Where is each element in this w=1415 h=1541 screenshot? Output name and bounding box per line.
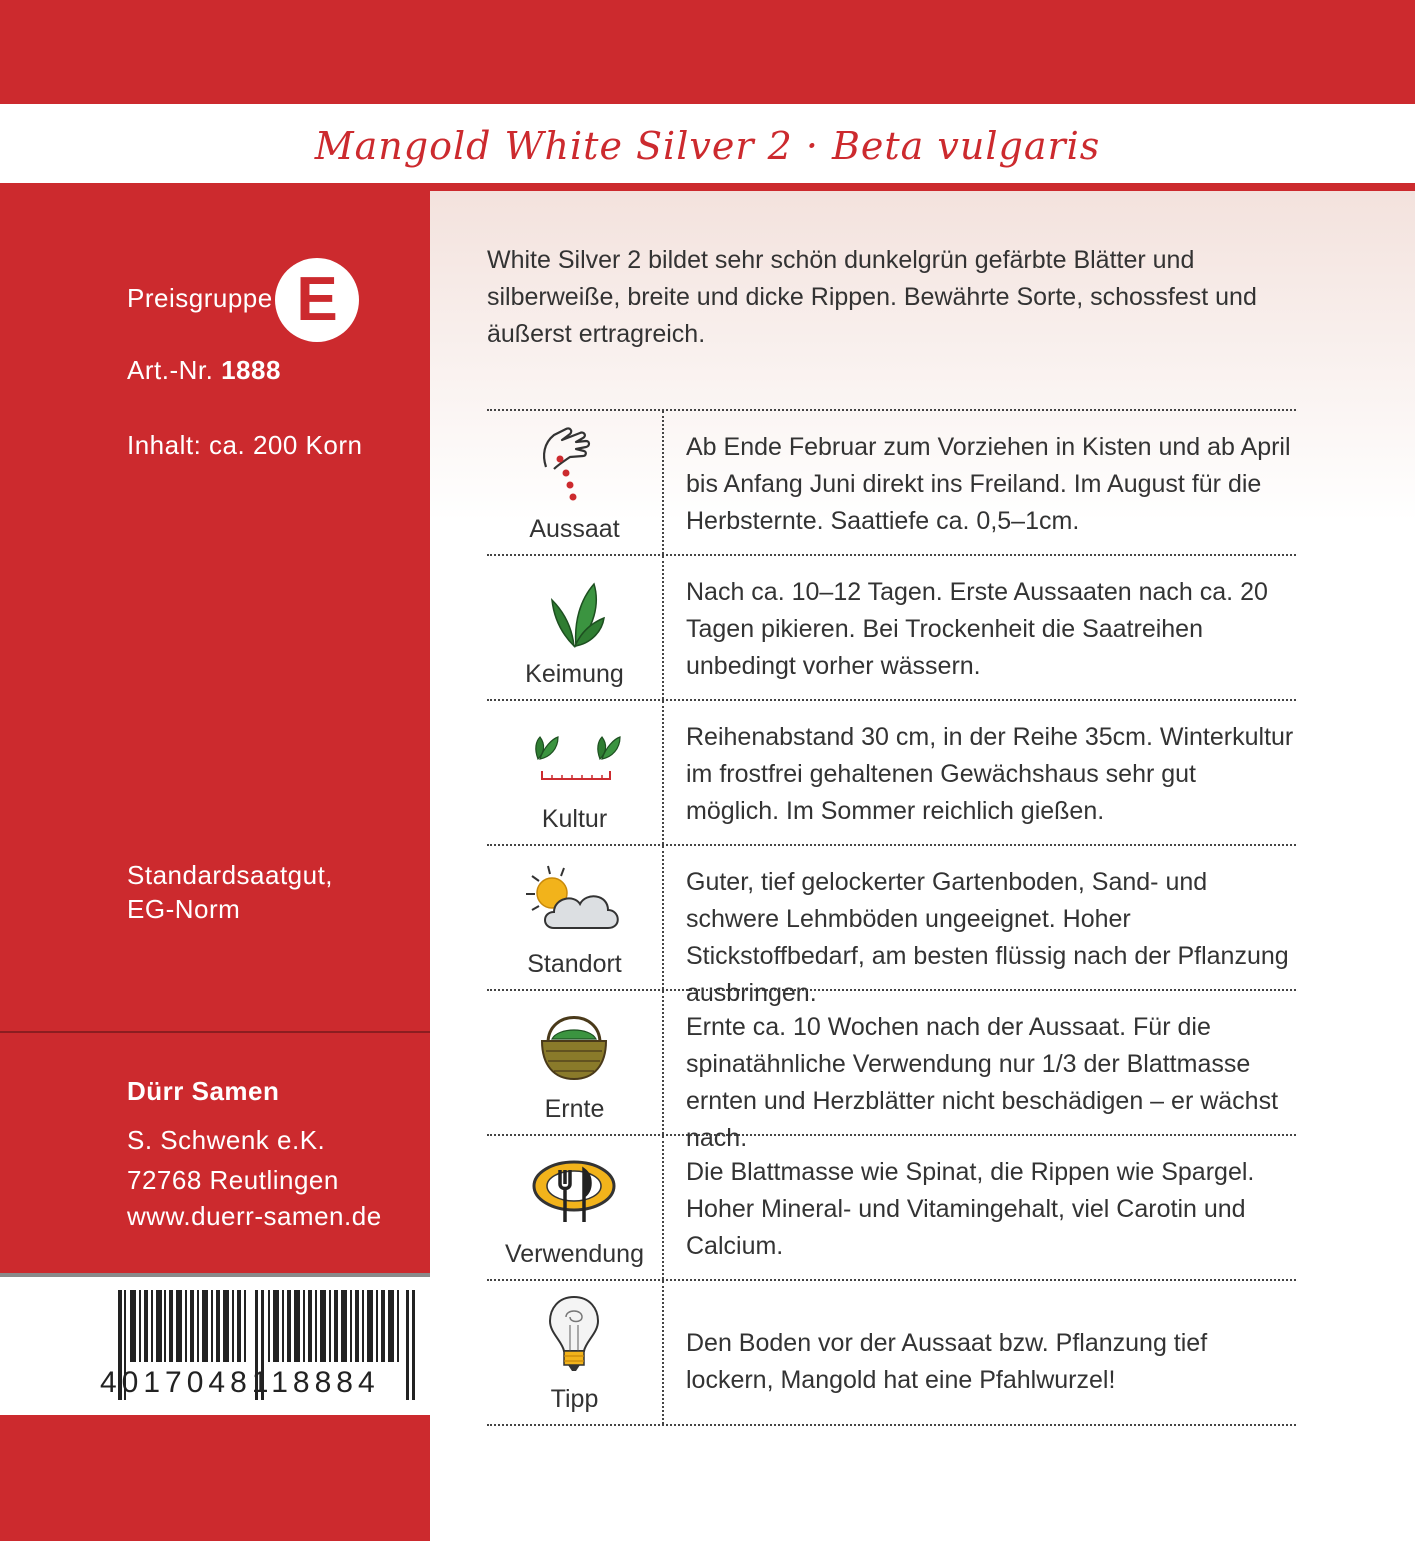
barcode-number: 4017048118884 [100, 1366, 380, 1399]
row-label: Ernte [544, 1095, 605, 1123]
row-label: Tipp [550, 1385, 599, 1413]
table-row-keimung [487, 554, 1296, 699]
article-number [127, 355, 281, 386]
title-rule [0, 183, 1415, 191]
left-info-panel [0, 191, 430, 1275]
article-number-value: 1888 [221, 355, 281, 385]
company-name: Dürr Samen [127, 1076, 280, 1106]
product-description: White Silver 2 bildet sehr schön dunkelgrün gefärbte Blätter und silberweiße, breite und dicke Rippen. Bewährte Sorte, schossfest und äußerst ertragreich. [487, 246, 1257, 348]
row-text: Guter, tief gelockerter Gartenboden, Sand- und schwere Lehmböden ungeeignet. Hoher Stickstoffbedarf, am besten flüssig nach der Pflanzung ausbringen. [686, 868, 1289, 1007]
top-red-band [0, 0, 1415, 104]
left-divider [0, 1031, 430, 1033]
table-row-tipp [487, 1279, 1296, 1426]
icon-cell [487, 701, 664, 844]
row-label: Keimung [525, 660, 624, 688]
icon-cell [487, 1281, 664, 1424]
standard-seed-line1: Standardsaatgut, [127, 860, 334, 890]
company-website: www.duerr-samen.de [127, 1201, 382, 1231]
row-label: Aussaat [529, 515, 620, 543]
row-text: Den Boden vor der Aussaat bzw. Pflanzung tief lockern, Mangold hat eine Pfahlwurzel! [686, 1329, 1208, 1394]
price-group-label: Preisgruppe [127, 283, 273, 313]
fork-knife-plate-icon [524, 1150, 624, 1230]
icon-cell [487, 411, 664, 554]
cultivation-table [487, 409, 1296, 1426]
left-bottom-rule [0, 1273, 430, 1277]
icon-cell [487, 556, 664, 699]
icon-cell [487, 1136, 664, 1279]
icon-cell [487, 991, 664, 1134]
row-label: Verwendung [504, 1240, 644, 1268]
table-row-kultur [487, 699, 1296, 844]
standard-seed-line2: EG-Norm [127, 894, 241, 924]
sun-cloud-icon [524, 860, 624, 940]
table-row-standort [487, 844, 1296, 1007]
left-footer-band [0, 1415, 430, 1541]
icon-cell [487, 846, 664, 989]
row-text: Ernte ca. 10 Wochen nach der Aussaat. Für die spinatähnliche Verwendung nur 1/3 der Blattmasse ernten und Herzblätter nicht beschädigen – er wächst nach. [686, 1013, 1279, 1152]
harvest-basket-icon [524, 1005, 624, 1085]
row-text: Nach ca. 10–12 Tagen. Erste Aussaaten nach ca. 20 Tagen pikieren. Bei Trockenheit die Saatreihen unbedingt vorher wässern. [686, 578, 1268, 680]
plant-spacing-icon [524, 715, 624, 795]
hand-sowing-icon [524, 425, 624, 505]
table-row-ernte [487, 989, 1296, 1152]
row-text: Die Blattmasse wie Spinat, die Rippen wie Spargel. Hoher Mineral- und Vitamingehalt, viel Carotin und Calcium. [686, 1158, 1255, 1260]
row-label: Standort [527, 950, 622, 978]
company-city: 72768 Reutlingen [127, 1165, 339, 1195]
row-label: Kultur [541, 805, 608, 833]
row-text: Ab Ende Februar zum Vorziehen in Kisten und ab April bis Anfang Juni direkt ins Freiland. Im August für die Herbsternte. Saattiefe ca. 0,5–1cm. [686, 433, 1291, 535]
product-title: Mangold White Silver 2 · Beta vulgaris [314, 124, 1101, 168]
light-bulb-icon [524, 1295, 624, 1375]
article-number-label: Art.-Nr. [127, 355, 214, 385]
seedling-icon [524, 570, 624, 650]
table-row-aussaat [487, 409, 1296, 554]
table-row-verwendung [487, 1134, 1296, 1279]
price-group-badge: E [275, 258, 359, 342]
content-amount: Inhalt: ca. 200 Korn [127, 430, 363, 460]
row-text: Reihenabstand 30 cm, in der Reihe 35cm. Winterkultur im frostfrei gehaltenen Gewächshaus sehr gut möglich. Im Sommer reichlich gießen. [686, 723, 1294, 825]
company-owner: S. Schwenk e.K. [127, 1125, 326, 1155]
